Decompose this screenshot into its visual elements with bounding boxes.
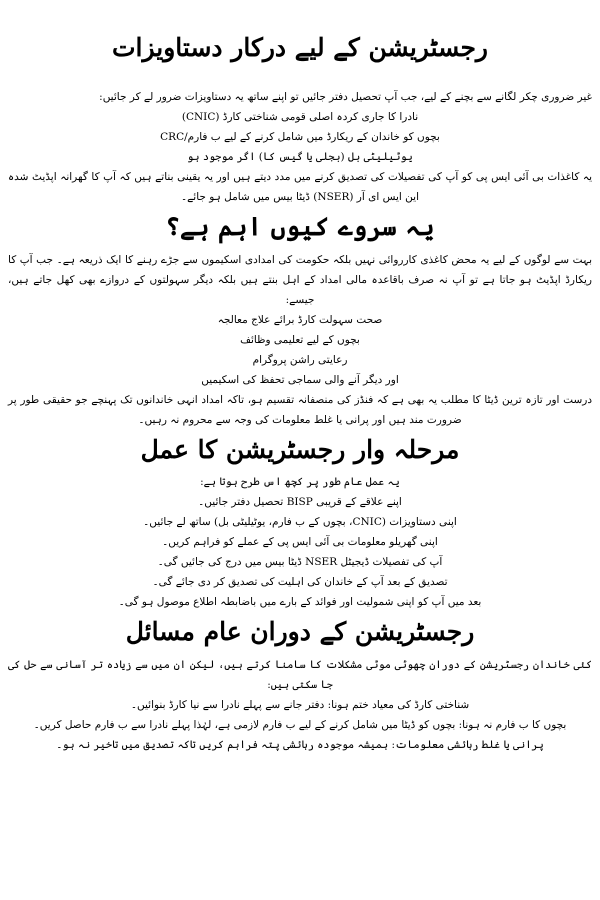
list-item: اپنی گھریلو معلومات بی آئی ایس پی کے عملے کو فراہم کریں۔ xyxy=(162,536,438,549)
why-survey-outro: درست اور تازہ ترین ڈیٹا کا مطلب یہ بھی ہے کہ فنڈز کی منصفانہ تقسیم ہو، تاکہ امداد انہی خاندانوں تک پہنچے جو حقیقی طور پر ضرورت مند ہیں اور پرانی یا غلط معلومات کی وجہ سے محروم نہ رہیں۔ xyxy=(8,393,592,426)
why-survey-heading: یہ سروے کیوں اہم ہے؟ xyxy=(165,211,435,241)
list-item: اپنے علاقے کے قریبی BISP تحصیل دفتر جائیں۔ xyxy=(198,496,402,509)
list-item: تصدیق کے بعد آپ کے خاندان کی اہلیت کی تصدیق کر دی جائے گی۔ xyxy=(152,576,448,589)
common-issues-intro: کئی خاندان رجسٹریشن کے دوران چھوٹی موٹی مشکلات کا سامنا کرتے ہیں، لیکن ان میں سے زیادہ تر آسانی سے حل کی جا سکتی ہیں: xyxy=(8,659,592,691)
list-item: پرانی یا غلط رہائشی معلومات: ہمیشہ موجودہ رہائشی پتہ فراہم کریں تاکہ تصدیق میں تاخیر نہ ہو۔ xyxy=(56,739,544,751)
why-survey-intro: بہت سے لوگوں کے لیے یہ محض کاغذی کارروائی نہیں بلکہ حکومت کی امدادی اسکیموں سے جڑے رہنے کا ایک ذریعہ ہے۔ جب آپ کا ریکارڈ اپڈیٹ ہو جاتا ہے تو آپ نہ صرف باقاعدہ مالی امداد کے اہل بنتے ہیں بلکہ دیگر سہولتوں کے دروازے بھی کھل جاتے ہیں، جیسے: xyxy=(8,253,592,306)
page-title: رجسٹریشن کے لیے درکار دستاویزات xyxy=(112,33,488,62)
list-item: آپ کی تفصیلات ڈیجیٹل NSER ڈیٹا بیس میں درج کی جائیں گی۔ xyxy=(157,556,443,569)
process-section xyxy=(8,472,592,612)
process-heading: مرحلہ وار رجسٹریشن کا عمل xyxy=(140,434,460,464)
list-item: بچوں کو خاندان کے ریکارڈ میں شامل کرنے کے لیے ب فارم/CRC xyxy=(160,130,440,143)
list-item: رعایتی راشن پروگرام xyxy=(252,353,348,366)
common-issues-list xyxy=(8,695,592,755)
list-item: صحت سہولت کارڈ برائے علاج معالجہ xyxy=(217,313,383,326)
list-item: اپنی دستاویزات (CNIC، بچوں کے ب فارم، یوٹیلیٹی بل) ساتھ لے جائیں۔ xyxy=(143,516,457,529)
required-documents-note: یہ کاغذات بی آئی ایس پی کو آپ کی تفصیلات کی تصدیق کرنے میں مدد دیتے ہیں اور یہ یقینی بناتے ہیں کہ آپ کا گھرانہ اپڈیٹ شدہ این ایس ای آر (NSER) ڈیٹا بیس میں شامل ہو جائے۔ xyxy=(8,170,592,203)
process-intro: یہ عمل عام طور پر کچھ اس طرح ہوتا ہے: xyxy=(200,476,400,489)
common-issues-heading: رجسٹریشن کے دوران عام مسائل xyxy=(125,617,475,647)
process-steps-list xyxy=(8,492,592,612)
why-survey-section xyxy=(8,250,592,430)
required-documents-intro: غیر ضروری چکر لگانے سے بچنے کے لیے، جب آپ تحصیل دفتر جائیں تو اپنے ساتھ یہ دستاویزات ضرور لے کر جائیں: xyxy=(99,90,592,103)
list-item: شناختی کارڈ کی معیاد ختم ہونا: دفتر جانے سے پہلے نادرا سے نیا کارڈ بنوائیں۔ xyxy=(130,699,470,711)
list-item: اور دیگر آنے والی سماجی تحفظ کی اسکیمیں xyxy=(201,373,399,386)
list-item: یوٹیلیٹی بل (بجلی یا گیس کا) اگر موجود ہو xyxy=(187,150,413,163)
list-item: نادرا کا جاری کردہ اصلی قومی شناختی کارڈ (CNIC) xyxy=(181,110,419,123)
common-issues-section xyxy=(8,655,592,755)
list-item: بچوں کے لیے تعلیمی وظائف xyxy=(240,333,360,346)
required-documents-list xyxy=(8,107,592,167)
list-item: بعد میں آپ کو اپنی شمولیت اور فوائد کے بارے میں باضابطہ اطلاع موصول ہو گی۔ xyxy=(118,596,482,609)
required-documents-section xyxy=(8,87,592,207)
benefits-list xyxy=(8,310,592,390)
list-item: بچوں کا ب فارم نہ ہونا: بچوں کو ڈیٹا میں شامل کرنے کے لیے ب فارم لازمی ہے، لہٰذا پہلے نادرا سے ب فارم حاصل کریں۔ xyxy=(33,719,567,731)
